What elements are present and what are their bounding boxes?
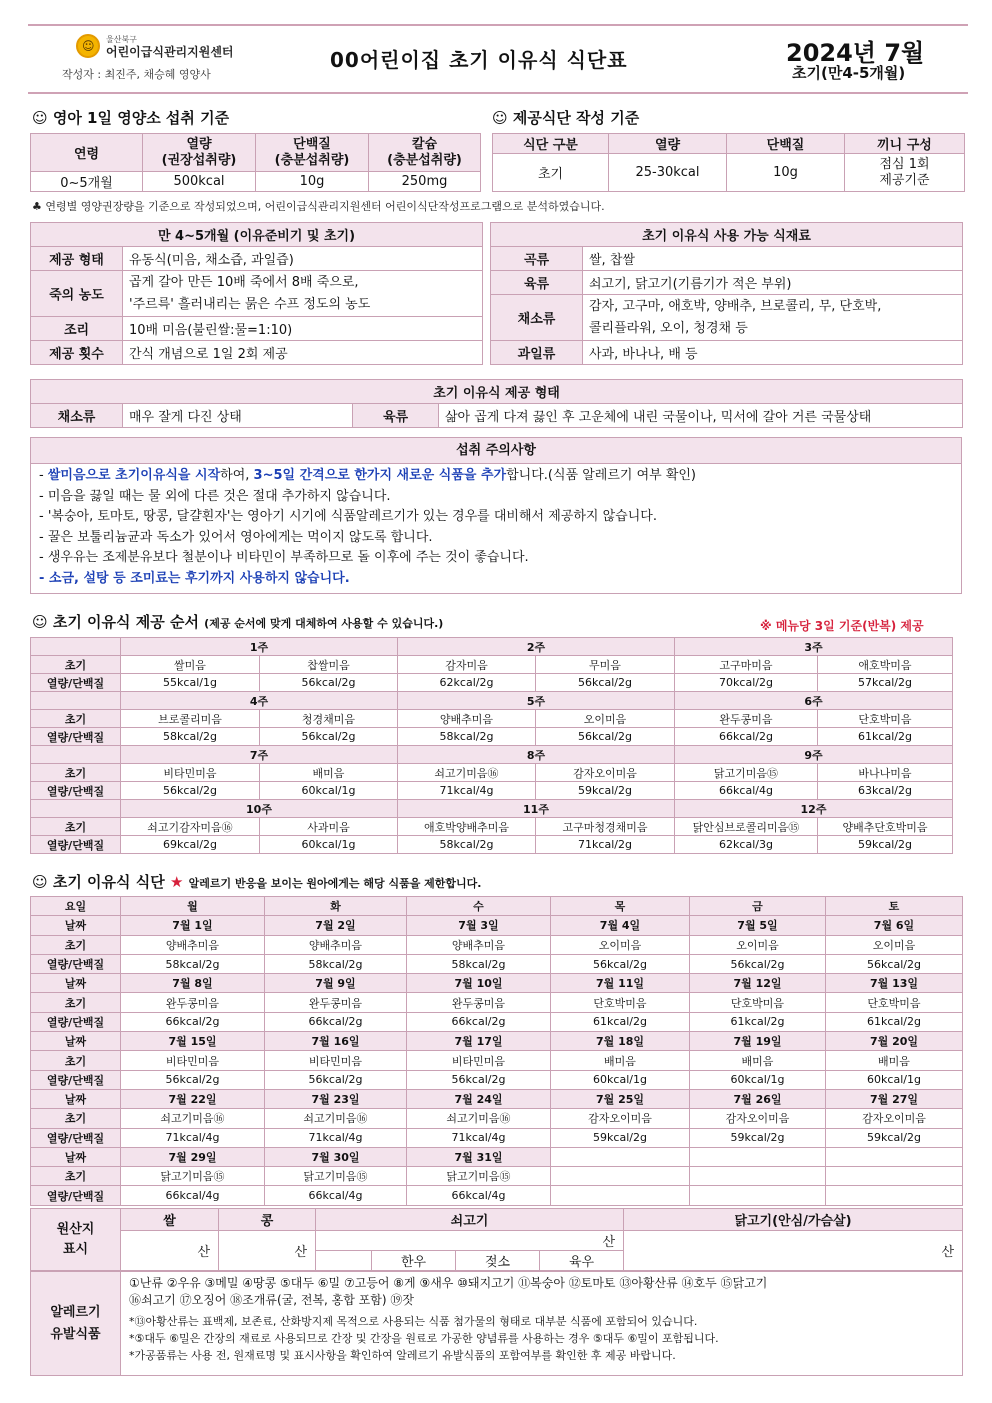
order-kcal-value: 57kcal/2g: [818, 674, 953, 692]
date-row-label: 날짜: [31, 1032, 121, 1051]
nutrition-title: ☺ 영아 1일 영양소 섭취 기준: [32, 109, 230, 127]
ingredients-value-fruit: 사과, 바나나, 배 등: [583, 341, 963, 365]
menu-item: 쇠고기미음⑯: [121, 1109, 265, 1128]
menu-kcal: [690, 1186, 826, 1205]
menu-kcal: 59kcal/2g: [690, 1128, 826, 1147]
ingredients-title: 초기 이유식 사용 가능 식재료: [491, 223, 963, 247]
order-kcal-value: 62kcal/3g: [675, 836, 818, 854]
ingredients-table: [490, 222, 963, 365]
menu-kcal-label: 열량/단백질: [31, 1070, 121, 1089]
ingredients-label-vegetable: 채소류: [491, 295, 583, 341]
origin-beef-yukwoo: 육우: [540, 1251, 624, 1271]
menu-date: 7월 18일: [551, 1032, 690, 1051]
nutrition-header-energy: 열량 (권장섭취량): [143, 134, 256, 172]
week-header: 5주: [398, 692, 675, 710]
order-menu-item: 배미음: [260, 764, 398, 782]
menu-date: 7월 17일: [407, 1032, 551, 1051]
menu-row-label: 초기: [31, 1109, 121, 1128]
order-menu-item: 양배추단호박미음: [818, 818, 953, 836]
order-menu-item: 비타민미음: [121, 764, 260, 782]
order-menu-item: 오이미음: [536, 710, 675, 728]
prep-label-thickness: 죽의 농도: [31, 271, 123, 317]
menu-date: 7월 11일: [551, 974, 690, 993]
allergy-note-2: *⑤대두 ⑥밀은 간장의 재료로 사용되므로 간장 및 간장을 원료로 가공한 양념류를 사용하는 경우 ⑤대두 ⑥밀이 포함됩니다.: [129, 1332, 719, 1345]
ingredients-label-meat: 육류: [491, 271, 583, 295]
menu-kcal: 56kcal/2g: [551, 954, 690, 973]
menu-item: 단호박미음: [690, 993, 826, 1012]
day-header: 화: [265, 897, 407, 916]
order-row-label: 초기: [31, 764, 121, 782]
header-divider: [28, 92, 968, 94]
menu-kcal: 71kcal/4g: [121, 1128, 265, 1147]
prep-value-frequency: 간식 개념으로 1일 2회 제공: [123, 341, 483, 365]
caution-line-6: - 소금, 설탕 등 조미료는 후기까지 사용하지 않습니다.: [39, 570, 350, 586]
menu-kcal-label: 열량/단백질: [31, 954, 121, 973]
menu-item: 배미음: [690, 1051, 826, 1070]
origin-beef-hanwoo: 한우: [372, 1251, 456, 1271]
page-title: 00어린이집 초기 이유식 식단표: [330, 48, 628, 72]
order-kcal-value: 71kcal/2g: [536, 836, 675, 854]
caution-line-5: - 생우유는 조제분유보다 철분이나 비타민이 부족하므로 돌 이후에 주는 것이 좋습니다.: [39, 550, 529, 566]
prep-value-cooking: 10배 미음(불린쌀:물=1:10): [123, 317, 483, 341]
menu-kcal: 56kcal/2g: [121, 1070, 265, 1089]
menu-kcal-label: 열량/단백질: [31, 1128, 121, 1147]
menu-item: 닭고기미음⑮: [265, 1167, 407, 1186]
ingredients-value-meat: 쇠고기, 닭고기(기름기가 적은 부위): [583, 271, 963, 295]
order-menu-item: 감자오이미음: [536, 764, 675, 782]
week-header: 3주: [675, 638, 953, 656]
origin-bean-label: 콩: [219, 1209, 316, 1231]
menu-item: 완두콩미음: [407, 993, 551, 1012]
order-menu-item: 고구마미음: [675, 656, 818, 674]
standard-header-energy: 열량: [609, 134, 727, 154]
order-menu-item: 쇠고기미음⑯: [398, 764, 536, 782]
menu-item: 닭고기미음⑮: [121, 1167, 265, 1186]
day-header: 토: [826, 897, 963, 916]
menu-item: 단호박미음: [826, 993, 963, 1012]
day-header: 금: [690, 897, 826, 916]
menu-item: 감자오이미음: [551, 1109, 690, 1128]
menu-row-label: 초기: [31, 1051, 121, 1070]
order-kcal-value: 58kcal/2g: [398, 836, 536, 854]
menu-item: 완두콩미음: [265, 993, 407, 1012]
menu-date: 7월 8일: [121, 974, 265, 993]
menu-date: 7월 25일: [551, 1089, 690, 1108]
menu-row-label: 초기: [31, 935, 121, 954]
prep-table: [30, 222, 483, 365]
standard-header-meal: 끼니 구성: [845, 134, 965, 154]
allergy-content: [121, 1272, 963, 1376]
star-icon: ★: [169, 873, 184, 891]
prep-title: 만 4~5개월 (이유준비기 및 초기): [31, 223, 483, 247]
order-kcal-label: 열량/단백질: [31, 836, 121, 854]
menu-date: 7월 4일: [551, 916, 690, 935]
menu-kcal: 60kcal/1g: [690, 1070, 826, 1089]
menu-kcal: 61kcal/2g: [551, 1012, 690, 1031]
order-kcal-value: 63kcal/2g: [818, 782, 953, 800]
menu-item: [551, 1167, 690, 1186]
nutrition-table: [30, 133, 481, 192]
order-menu-item: 쇠고기감자미음⑯: [121, 818, 260, 836]
menu-date: [826, 1147, 963, 1166]
caution-line-4: - 꿀은 보툴리늄균과 독소가 있어서 영아에게는 먹이지 않도록 합니다.: [39, 529, 433, 545]
menu-kcal: 58kcal/2g: [265, 954, 407, 973]
week-header: 12주: [675, 800, 953, 818]
smile-icon: ☺: [76, 34, 100, 58]
menu-date: 7월 10일: [407, 974, 551, 993]
menu-kcal: 59kcal/2g: [826, 1128, 963, 1147]
order-kcal-value: 59kcal/2g: [536, 782, 675, 800]
menu-kcal: 56kcal/2g: [407, 1070, 551, 1089]
menu-date: 7월 5일: [690, 916, 826, 935]
origin-rice-value: 산: [121, 1231, 219, 1271]
order-kcal-label: 열량/단백질: [31, 782, 121, 800]
week-header: 4주: [121, 692, 398, 710]
order-menu-item: 쌀미음: [121, 656, 260, 674]
order-note: ※ 메뉴당 3일 기준(반복) 제공: [760, 619, 924, 633]
origin-beef-spacer: [316, 1251, 372, 1271]
menu-item: 비타민미음: [407, 1051, 551, 1070]
menu-item: 배미음: [826, 1051, 963, 1070]
menu-item: 감자오이미음: [826, 1109, 963, 1128]
origin-label: 원산지 표시: [31, 1209, 121, 1271]
week-header-spacer: [31, 638, 121, 656]
week-header: 1주: [121, 638, 398, 656]
order-menu-item: 무미음: [536, 656, 675, 674]
week-header-spacer: [31, 692, 121, 710]
menu-date: 7월 2일: [265, 916, 407, 935]
order-title: ☺ 초기 이유식 제공 순서 (제공 순서에 맞게 대체하여 사용할 수 있습니다.): [32, 613, 444, 631]
menu-date: 7월 15일: [121, 1032, 265, 1051]
allergy-note-3: *가공품류는 사용 전, 원재료명 및 표시사항을 확인하여 알레르기 유발식품의 포함여부를 확인한 후 제공 바랍니다.: [129, 1349, 676, 1362]
caution-line-2: - 미음을 끓일 때는 물 외에 다른 것은 절대 추가하지 않습니다.: [39, 488, 391, 504]
menu-date: 7월 13일: [826, 974, 963, 993]
nutrition-header-protein: 단백질 (충분섭취량): [256, 134, 369, 172]
standard-type: 초기: [493, 154, 609, 192]
order-menu-item: 애호박양배추미음: [398, 818, 536, 836]
menu-table: [30, 896, 963, 1206]
prep-label-cooking: 조리: [31, 317, 123, 341]
order-kcal-value: 56kcal/2g: [260, 674, 398, 692]
menu-kcal: 60kcal/1g: [551, 1070, 690, 1089]
caution-box: [30, 437, 962, 594]
order-menu-item: 애호박미음: [818, 656, 953, 674]
order-kcal-value: 56kcal/2g: [536, 674, 675, 692]
caution-title: 섭취 주의사항: [31, 438, 961, 464]
logo-name: 어린이급식관리지원센터: [106, 45, 234, 59]
order-menu-item: 청경채미음: [260, 710, 398, 728]
origin-rice-label: 쌀: [121, 1209, 219, 1231]
week-header-spacer: [31, 746, 121, 764]
menu-kcal: 58kcal/2g: [407, 954, 551, 973]
menu-kcal: 58kcal/2g: [121, 954, 265, 973]
menu-kcal-label: 열량/단백질: [31, 1012, 121, 1031]
ingredients-label-fruit: 과일류: [491, 341, 583, 365]
menu-date: 7월 26일: [690, 1089, 826, 1108]
nutrition-energy: 500kcal: [143, 172, 256, 192]
center-logo: [76, 34, 276, 68]
allergy-note-1: *⑬아황산류는 표백제, 보존료, 산화방지제 목적으로 사용되는 식품 첨가물의 형태로 대부분 식품에 포함되어 있습니다.: [129, 1315, 698, 1328]
nutrition-header-calcium: 칼슘 (충분섭취량): [369, 134, 481, 172]
menu-kcal: 61kcal/2g: [826, 1012, 963, 1031]
menu-item: 오이미음: [826, 935, 963, 954]
nutrition-calcium: 250mg: [369, 172, 481, 192]
prep-label-frequency: 제공 횟수: [31, 341, 123, 365]
menu-item: 닭고기미음⑮: [407, 1167, 551, 1186]
logo-small-text: 울산북구: [106, 35, 137, 44]
month-title: 2024년 7월: [786, 39, 925, 67]
origin-bean-value: 산: [219, 1231, 316, 1271]
order-kcal-value: 59kcal/2g: [818, 836, 953, 854]
allergy-list-1: ①난류 ②우유 ③메밀 ④땅콩 ⑤대두 ⑥밀 ⑦고등어 ⑧게 ⑨새우 ⑩돼지고기 ⑪복숭아 ⑫토마토 ⑬아황산류 ⑭호두 ⑮닭고기: [129, 1276, 768, 1290]
age-subtitle: 초기(만4-5개월): [792, 64, 906, 82]
prep-label-form: 제공 형태: [31, 247, 123, 271]
menu-date: 7월 27일: [826, 1089, 963, 1108]
allergy-table: [30, 1271, 963, 1376]
order-kcal-value: 56kcal/2g: [260, 728, 398, 746]
standard-meal: 점심 1회 제공기준: [845, 154, 965, 192]
allergy-label: 알레르기 유발식품: [31, 1272, 121, 1376]
form-title: 초기 이유식 제공 형태: [31, 380, 963, 404]
menu-item: 양배추미음: [407, 935, 551, 954]
form-meat-label: 육류: [353, 404, 439, 428]
order-kcal-value: 58kcal/2g: [121, 728, 260, 746]
order-kcal-value: 69kcal/2g: [121, 836, 260, 854]
menu-date: 7월 9일: [265, 974, 407, 993]
menu-date: 7월 19일: [690, 1032, 826, 1051]
standard-header-protein: 단백질: [727, 134, 845, 154]
origin-beef-dairy: 젖소: [456, 1251, 540, 1271]
menu-item: 비타민미음: [265, 1051, 407, 1070]
menu-title: ☺ 초기 이유식 식단 ★ 알레르기 반응을 보이는 원아에게는 해당 식품을 제한합니다.: [32, 873, 482, 891]
week-header: 2주: [398, 638, 675, 656]
menu-item: 감자오이미음: [690, 1109, 826, 1128]
menu-date: 7월 22일: [121, 1089, 265, 1108]
menu-date: 7월 6일: [826, 916, 963, 935]
form-meat-value: 삶아 곱게 다져 끓인 후 고운체에 내린 국물이나, 믹서에 갈아 거른 국물상태: [439, 404, 963, 428]
order-kcal-value: 70kcal/2g: [675, 674, 818, 692]
week-header: 8주: [398, 746, 675, 764]
origin-chicken-value: 산: [624, 1231, 963, 1271]
menu-date: 7월 16일: [265, 1032, 407, 1051]
order-kcal-value: 60kcal/1g: [260, 782, 398, 800]
date-row-label: 날짜: [31, 974, 121, 993]
menu-date: [690, 1147, 826, 1166]
date-row-label: 날짜: [31, 1147, 121, 1166]
menu-kcal: 66kcal/4g: [407, 1186, 551, 1205]
order-row-label: 초기: [31, 656, 121, 674]
order-menu-item: 고구마청경채미음: [536, 818, 675, 836]
order-menu-item: 브로콜리미음: [121, 710, 260, 728]
menu-kcal: 71kcal/4g: [407, 1128, 551, 1147]
menu-item: [826, 1167, 963, 1186]
form-table: [30, 379, 963, 428]
week-header: 10주: [121, 800, 398, 818]
menu-kcal: 59kcal/2g: [551, 1128, 690, 1147]
standard-energy: 25-30kcal: [609, 154, 727, 192]
order-menu-item: 단호박미음: [818, 710, 953, 728]
menu-date: 7월 12일: [690, 974, 826, 993]
nutrition-header-age: 연령: [31, 134, 143, 172]
menu-item: 쇠고기미음⑯: [265, 1109, 407, 1128]
menu-kcal: 56kcal/2g: [826, 954, 963, 973]
order-menu-item: 바나나미음: [818, 764, 953, 782]
day-header-label: 요일: [31, 897, 121, 916]
form-veg-label: 채소류: [31, 404, 123, 428]
nutrition-age: 0~5개월: [31, 172, 143, 192]
menu-kcal: [551, 1186, 690, 1205]
order-kcal-value: 58kcal/2g: [398, 728, 536, 746]
menu-date: 7월 29일: [121, 1147, 265, 1166]
standard-table: [492, 133, 965, 192]
order-kcal-label: 열량/단백질: [31, 674, 121, 692]
menu-kcal: 60kcal/1g: [826, 1070, 963, 1089]
standard-header-type: 식단 구분: [493, 134, 609, 154]
week-header: 6주: [675, 692, 953, 710]
standard-title: ☺ 제공식단 작성 기준: [492, 109, 640, 127]
standard-protein: 10g: [727, 154, 845, 192]
menu-item: 오이미음: [690, 935, 826, 954]
menu-item: 배미음: [551, 1051, 690, 1070]
menu-kcal-label: 열량/단백질: [31, 1186, 121, 1205]
order-menu-item: 감자미음: [398, 656, 536, 674]
menu-item: 쇠고기미음⑯: [407, 1109, 551, 1128]
allergy-list-2: ⑯쇠고기 ⑰오징어 ⑱조개류(굴, 전복, 홍합 포함) ⑲잣: [129, 1293, 414, 1307]
menu-item: 단호박미음: [551, 993, 690, 1012]
order-kcal-label: 열량/단백질: [31, 728, 121, 746]
menu-row-label: 초기: [31, 993, 121, 1012]
menu-date: [551, 1147, 690, 1166]
menu-kcal: 56kcal/2g: [690, 954, 826, 973]
ingredients-value-grain: 쌀, 찹쌀: [583, 247, 963, 271]
menu-kcal: 66kcal/4g: [121, 1186, 265, 1205]
day-header: 목: [551, 897, 690, 916]
origin-beef-label: 쇠고기: [316, 1209, 624, 1231]
date-row-label: 날짜: [31, 916, 121, 935]
menu-date: 7월 31일: [407, 1147, 551, 1166]
ingredients-value-vegetable: 감자, 고구마, 애호박, 양배추, 브로콜리, 무, 단호박, 콜리플라워, 오이, 청경채 등: [583, 295, 963, 341]
menu-item: 완두콩미음: [121, 993, 265, 1012]
menu-kcal: 66kcal/2g: [407, 1012, 551, 1031]
footnote: ♣ 연령별 영양권장량을 기준으로 작성되었으며, 어린이급식관리지원센터 어린이식단작성프로그램으로 분석하였습니다.: [32, 200, 605, 213]
menu-date: 7월 23일: [265, 1089, 407, 1108]
menu-item: 오이미음: [551, 935, 690, 954]
origin-beef-value: 산: [316, 1231, 624, 1251]
menu-kcal: 61kcal/2g: [690, 1012, 826, 1031]
menu-item: 양배추미음: [121, 935, 265, 954]
week-header: 11주: [398, 800, 675, 818]
menu-kcal: 66kcal/4g: [265, 1186, 407, 1205]
order-menu-item: 찹쌀미음: [260, 656, 398, 674]
order-menu-item: 닭고기미음⑮: [675, 764, 818, 782]
menu-date: 7월 30일: [265, 1147, 407, 1166]
ingredients-label-grain: 곡류: [491, 247, 583, 271]
order-kcal-value: 71kcal/4g: [398, 782, 536, 800]
day-header: 월: [121, 897, 265, 916]
menu-date: 7월 1일: [121, 916, 265, 935]
origin-chicken-label: 닭고기(안심/가슴살): [624, 1209, 963, 1231]
order-row-label: 초기: [31, 710, 121, 728]
menu-item: 비타민미음: [121, 1051, 265, 1070]
menu-kcal: 71kcal/4g: [265, 1128, 407, 1147]
origin-table: [30, 1208, 963, 1271]
date-row-label: 날짜: [31, 1089, 121, 1108]
week-header: 9주: [675, 746, 953, 764]
caution-line-1: - 쌀미음으로 초기이유식을 시작하여, 3~5일 간격으로 한가지 새로운 식품을 추가합니다.(식품 알레르기 여부 확인): [39, 468, 697, 483]
menu-kcal: 56kcal/2g: [265, 1070, 407, 1089]
order-kcal-value: 66kcal/2g: [675, 728, 818, 746]
order-table: [30, 637, 953, 854]
top-divider: [28, 24, 968, 26]
order-menu-item: 사과미음: [260, 818, 398, 836]
menu-item: [690, 1167, 826, 1186]
order-kcal-value: 61kcal/2g: [818, 728, 953, 746]
menu-kcal: 66kcal/2g: [265, 1012, 407, 1031]
nutrition-protein: 10g: [256, 172, 369, 192]
order-kcal-value: 66kcal/4g: [675, 782, 818, 800]
order-kcal-value: 62kcal/2g: [398, 674, 536, 692]
order-kcal-value: 56kcal/2g: [536, 728, 675, 746]
order-kcal-value: 55kcal/1g: [121, 674, 260, 692]
day-header: 수: [407, 897, 551, 916]
caution-line-3: - '복숭아, 토마토, 땅콩, 달걀흰자'는 영아기 시기에 식품알레르기가 있는 경우를 대비해서 제공하지 않습니다.: [39, 509, 657, 525]
form-veg-value: 매우 잘게 다진 상태: [123, 404, 353, 428]
order-menu-item: 양배추미음: [398, 710, 536, 728]
menu-date: 7월 24일: [407, 1089, 551, 1108]
order-row-label: 초기: [31, 818, 121, 836]
week-header-spacer: [31, 800, 121, 818]
prep-value-thickness: 곱게 갈아 만든 10배 죽에서 8배 죽으로, '주르륵' 흘러내리는 묽은 수프 정도의 농도: [123, 271, 483, 317]
menu-date: 7월 20일: [826, 1032, 963, 1051]
menu-item: 양배추미음: [265, 935, 407, 954]
order-menu-item: 닭안심브로콜리미음⑮: [675, 818, 818, 836]
author: 작성자 : 최진주, 채승혜 영양사: [62, 68, 211, 81]
week-header: 7주: [121, 746, 398, 764]
order-kcal-value: 56kcal/2g: [121, 782, 260, 800]
menu-date: 7월 3일: [407, 916, 551, 935]
menu-kcal: 66kcal/2g: [121, 1012, 265, 1031]
order-menu-item: 완두콩미음: [675, 710, 818, 728]
order-kcal-value: 60kcal/1g: [260, 836, 398, 854]
menu-row-label: 초기: [31, 1167, 121, 1186]
prep-value-form: 유동식(미음, 채소즙, 과일즙): [123, 247, 483, 271]
menu-kcal: [826, 1186, 963, 1205]
